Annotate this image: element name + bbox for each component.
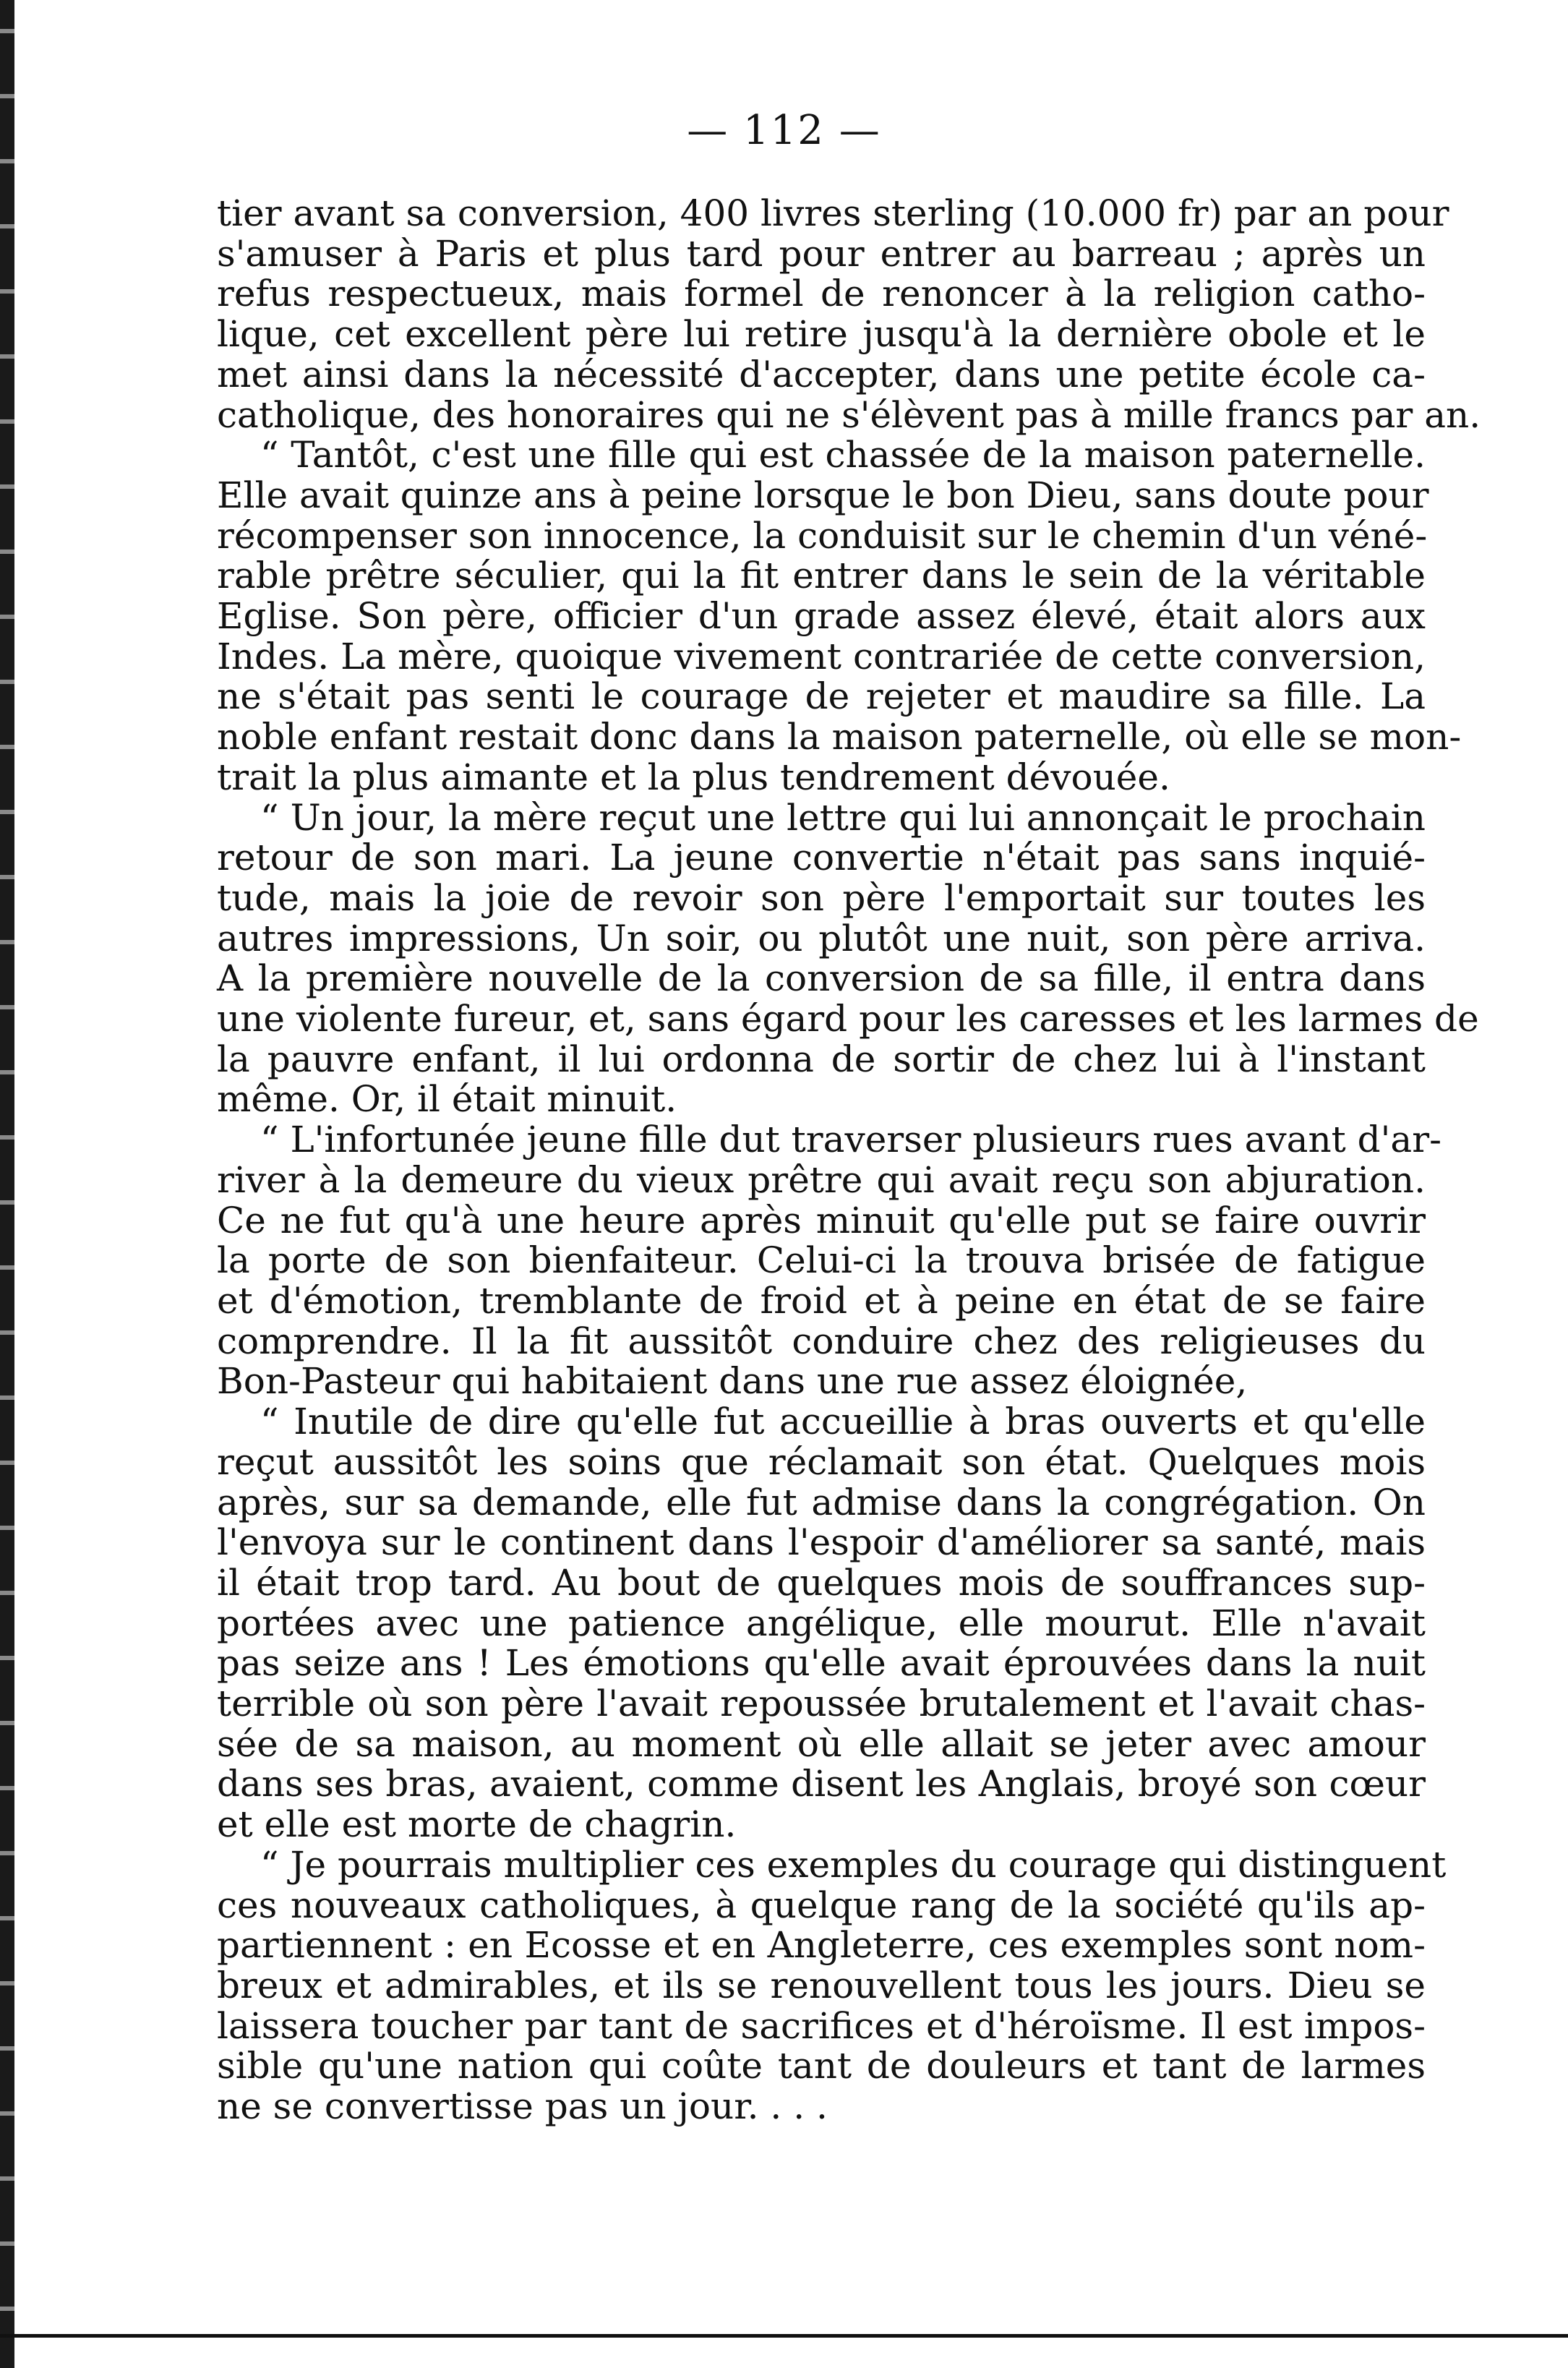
text-line: dans ses bras, avaient, comme disent les Anglais, broyé son cœur [217,1763,1426,1805]
text-line: refus respectueux, mais formel de renoncer à la religion catho- [217,273,1426,315]
text-line: Elle avait quinze ans à peine lorsque le bon Dieu, sans doute pour [217,474,1429,516]
text-line: trait la plus aimante et la plus tendrement dévouée. [217,756,1170,798]
text-line: s'amuser à Paris et plus tard pour entrer au barreau ; après un [217,232,1426,275]
text-line: “ Un jour, la mère reçut une lettre qui lui annonçait le prochain [260,796,1426,839]
text-line: ne se convertisse pas un jour. . . . [217,2085,828,2128]
text-line: Bon-Pasteur qui habitaient dans une rue assez éloignée, [217,1360,1248,1403]
text-line: retour de son mari. La jeune convertie n'était pas sans inquié- [217,837,1426,879]
text-line: après, sur sa demande, elle fut admise dans la congrégation. On [217,1481,1426,1523]
text-line: la porte de son bienfaiteur. Celui-ci la trouva brisée de fatigue [217,1239,1426,1282]
text-line: ne s'était pas senti le courage de rejeter et maudire sa fille. La [217,675,1426,718]
text-line: comprendre. Il la fit aussitôt conduire chez des religieuses du [217,1320,1426,1362]
text-line: lique, cet excellent père lui retire jusqu'à la dernière obole et le [217,313,1426,356]
text-line: reçut aussitôt les soins que réclamait son état. Quelques mois [217,1440,1426,1483]
text-line: tier avant sa conversion, 400 livres sterling (10.000 fr) par an pour [217,192,1449,234]
text-line: pas seize ans ! Les émotions qu'elle avait éprouvées dans la nuit [217,1642,1426,1685]
text-line: autres impressions, Un soir, ou plutôt une nuit, son père arriva. [217,917,1426,959]
text-line: l'envoya sur le continent dans l'espoir d'améliorer sa santé, mais [217,1521,1426,1564]
text-line: Indes. La mère, quoique vivement contrariée de cette conversion, [217,635,1426,678]
text-line: laissera toucher par tant de sacrifices et d'héroïsme. Il est impos- [217,2004,1426,2047]
text-line: sée de sa maison, au moment où elle allait se jeter avec amour [217,1722,1426,1765]
text-line: Eglise. Son père, officier d'un grade assez élevé, était alors aux [217,595,1426,638]
text-line: une violente fureur, et, sans égard pour les caresses et les larmes de [217,998,1479,1040]
binding-edge [0,0,14,2368]
text-line: “ Je pourrais multiplier ces exemples du courage qui distinguent [260,1843,1447,1886]
text-line: et elle est morte de chagrin. [217,1803,737,1846]
text-line: partiennent : en Ecosse et en Angleterre, ces exemples sont nom- [217,1924,1426,1967]
text-line: il était trop tard. Au bout de quelques mois de souffrances sup- [217,1561,1426,1604]
text-line: catholique, des honoraires qui ne s'élèvent pas à mille francs par an. [217,393,1481,436]
text-line: “ Inutile de dire qu'elle fut accueillie à bras ouverts et qu'elle [260,1401,1426,1443]
text-line: terrible où son père l'avait repoussée brutalement et l'avait chas- [217,1683,1426,1725]
text-line: A la première nouvelle de la conversion de sa fille, il entra dans [217,957,1426,1000]
text-line: sible qu'une nation qui coûte tant de douleurs et tant de larmes [217,2045,1426,2087]
text-line: met ainsi dans la nécessité d'accepter, dans une petite école ca- [217,353,1426,396]
text-line: river à la demeure du vieux prêtre qui avait reçu son abjuration. [217,1158,1426,1201]
text-line: récompenser son innocence, la conduisit sur le chemin d'un véné- [217,514,1428,557]
text-line: la pauvre enfant, il lui ordonna de sortir de chez lui à l'instant [217,1038,1426,1080]
bottom-rule [0,2334,1568,2338]
text-line: breux et admirables, et ils se renouvellent tous les jours. Dieu se [217,1964,1426,2006]
text-line: “ Tantôt, c'est une fille qui est chassée de la maison paternelle. [260,434,1426,476]
page-number: — 112 — [687,107,881,154]
text-line: et d'émotion, tremblante de froid et à peine en état de se faire [217,1279,1426,1322]
text-line: ces nouveaux catholiques, à quelque rang de la société qu'ils ap- [217,1884,1426,1926]
text-line: rable prêtre séculier, qui la fit entrer dans le sein de la véritable [217,555,1426,597]
body-text [217,192,1481,2128]
text-line: Ce ne fut qu'à une heure après minuit qu'elle put se faire ouvrir [217,1199,1426,1241]
text-line: noble enfant restait donc dans la maison paternelle, où elle se mon- [217,716,1462,758]
text-line: portées avec une patience angélique, elle mourut. Elle n'avait [217,1602,1426,1644]
text-line: même. Or, il était minuit. [217,1078,677,1121]
text-line: “ L'infortunée jeune fille dut traverser plusieurs rues avant d'ar- [260,1119,1442,1161]
text-line: tude, mais la joie de revoir son père l'emportait sur toutes les [217,876,1426,919]
